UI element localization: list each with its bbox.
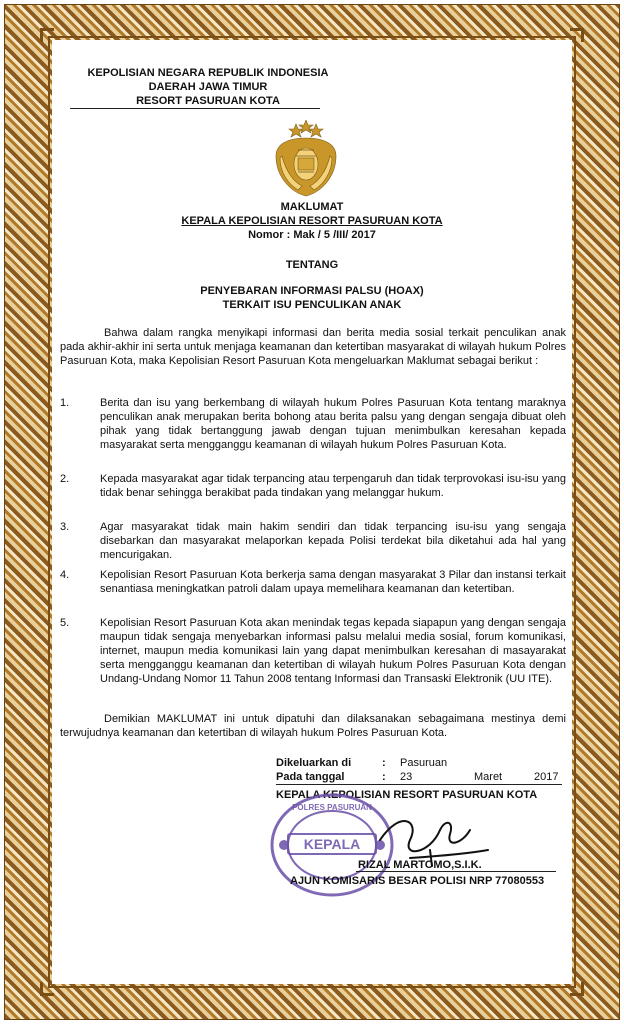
list-item bbox=[60, 396, 566, 452]
list-item-text: Kepolisian Resort Pasuruan Kota akan menindak tegas kepada siapapun yang dengan sengaja maupun tidak sengaja menyebarkan informasi palsu melalui media sosial, forum komunikasi, internet, maupun media komunikasi lain yang dapat menimbulkan keresahan di masayarakat serta mengganggu keamanan dan ketertiban di wilayah hukum Polres Pasuruan Kota dengan Undang-Undang Nomor 11 Tahun 2008 tentang Informasi dan Transaski Elektronik (UU ITE). bbox=[100, 617, 566, 685]
date-label: Pada tanggal bbox=[276, 771, 345, 783]
list-item bbox=[60, 520, 566, 562]
stamp-ring-text: POLRES PASURUAN bbox=[292, 803, 372, 812]
issued-place: Pasuruan bbox=[400, 757, 448, 769]
border-corner bbox=[40, 982, 54, 996]
doc-issuer bbox=[60, 214, 564, 228]
border-corner bbox=[570, 982, 584, 996]
issued-label: Dikeluarkan di bbox=[276, 757, 352, 769]
intro-paragraph: Bahwa dalam rangka menyikapi informasi dan berita media sosial terkait penculikan anak pada akhir-akhir ini serta untuk menjaga keamanan dan ketertiban masyarakat di wilayah hukum Polres Pasuruan Kota, maka Kepolisian Resort Pasuruan Kota mengeluarkan Maklumat sebagai berikut : bbox=[60, 327, 566, 367]
date-year: 2017 bbox=[534, 771, 559, 783]
doc-tentang: TENTANG bbox=[285, 259, 339, 271]
signatory-office: KEPALA KEPOLISIAN RESORT PASURUAN KOTA bbox=[276, 789, 538, 801]
doc-issuer-text: KEPALA KEPOLISIAN RESORT PASURUAN KOTA bbox=[181, 215, 443, 227]
letterhead bbox=[72, 66, 344, 108]
list-item-number: 3. bbox=[60, 521, 70, 533]
list-item-text: Agar masyarakat tidak main hakim sendiri dan tidak terpancing isu-isu yang sengaja disebarkan dan masyarakat melaporkan kepada Polisi terdekat bila diketahui ada hal yang mencurigakan. bbox=[100, 521, 566, 561]
doc-type: MAKLUMAT bbox=[280, 201, 344, 213]
list-item-text: Kepolisian Resort Pasuruan Kota berkerja sama dengan masyarakat 3 Pilar dan instansi terkait senantiasa meningkatkan patroli dalam upaya memelihara keamanan dan ketertiban. bbox=[100, 569, 566, 595]
date-divider bbox=[276, 784, 562, 785]
doc-subject-2: TERKAIT ISU PENCULIKAN ANAK bbox=[222, 299, 402, 311]
list-item-number: 2. bbox=[60, 473, 70, 485]
list-item-number: 5. bbox=[60, 617, 70, 629]
list-item bbox=[60, 568, 566, 596]
letterhead-line-2: DAERAH JAWA TIMUR bbox=[148, 81, 268, 93]
issued-colon: : bbox=[382, 757, 386, 769]
closing-paragraph: Demikian MAKLUMAT ini untuk dipatuhi dan dilaksanakan sebagaimana mestinya demi terwujudnya keamanan dan ketertiban di wilayah hukum Polres Pasuruan Kota. bbox=[60, 713, 566, 739]
letterhead-line-3: RESORT PASURUAN KOTA bbox=[136, 95, 280, 107]
letterhead-line-1: KEPOLISIAN NEGARA REPUBLIK INDONESIA bbox=[87, 67, 329, 79]
name-underline bbox=[356, 871, 556, 872]
doc-number: Nomor : Mak / 5 /III/ 2017 bbox=[248, 229, 376, 241]
list-item-number: 1. bbox=[60, 397, 70, 409]
stamp-center-text: KEPALA bbox=[303, 836, 361, 852]
list-item bbox=[60, 472, 566, 500]
border-corner bbox=[570, 28, 584, 42]
date-colon: : bbox=[382, 771, 386, 783]
signatory-rank: AJUN KOMISARIS BESAR POLISI NRP 77080553 bbox=[290, 875, 545, 887]
doc-subject-1: PENYEBARAN INFORMASI PALSU (HOAX) bbox=[200, 285, 424, 297]
letterhead-divider bbox=[70, 108, 320, 109]
list-item-number: 4. bbox=[60, 569, 70, 581]
police-emblem-icon bbox=[268, 120, 344, 198]
border-corner bbox=[40, 28, 54, 42]
date-day: 23 bbox=[400, 771, 413, 783]
list-item bbox=[60, 616, 566, 686]
list-item-text: Berita dan isu yang berkembang di wilayah hukum Polres Pasuruan Kota tentang maraknya penculikan anak merupakan berita bohong atau berita palsu yang dengan sengaja dibuat oleh pihak yang tidak bertanggung jawab dengan tujuan menimbulkan keresahan kepada masyarakat serta mengganggu keamanan di wilayah hukum Polres Pasuruan Kota. bbox=[100, 397, 566, 451]
list-item-text: Kepada masyarakat agar tidak terpancing atau terpengaruh dan tidak terprovokasi isu-isu yang tidak benar sehingga berakibat pada tindakan yang melanggar hukum. bbox=[100, 473, 566, 499]
signatory-name: RIZAL MARTOMO,S.I.K. bbox=[358, 859, 482, 871]
date-month: Maret bbox=[474, 771, 503, 783]
